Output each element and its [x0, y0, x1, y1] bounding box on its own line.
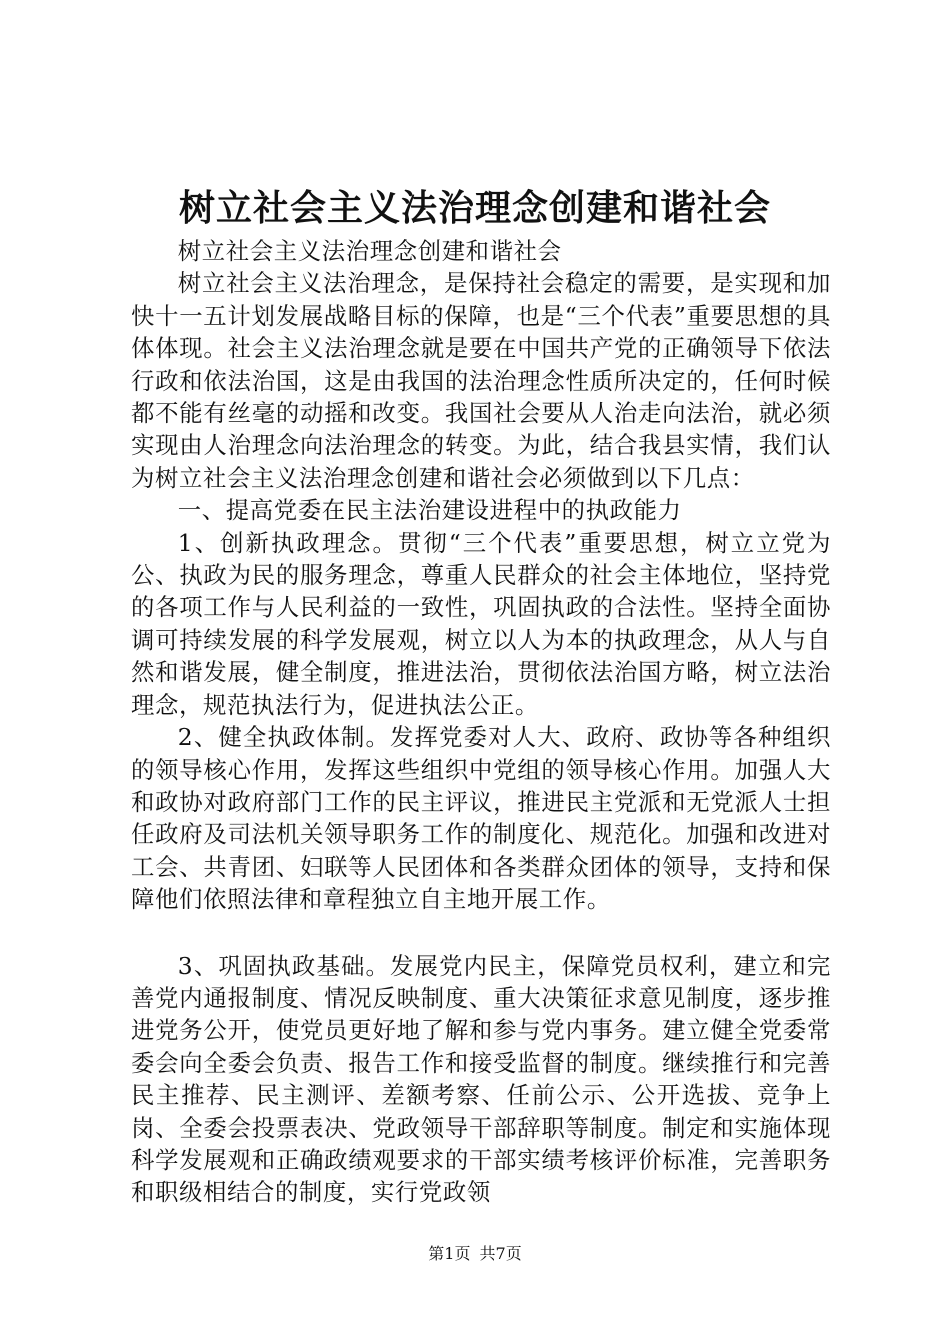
- document-title: 树立社会主义法治理念创建和谐社会: [178, 187, 771, 229]
- body-paragraph: 3、巩固执政基础。发展党内民主，保障党员权利，建立和完善党内通报制度、情况反映制度、重大决策征求意见制度，逐步推进党务公开，使党员更好地了解和参与党内事务。建立健全党委常委会向全委会负责、报告工作和接受监督的制度。继续推行和完善民主推荐、民主测评、差额考察、任前公示、公开选拔、竞争上岗、全委会投票表决、党政领导干部辞职等制度。制定和实施体现科学发展观和正确政绩观要求的干部实绩考核评价标准，完善职务和职级相结合的制度，实行党政领: [131, 951, 831, 1207]
- body-paragraph: 2、健全执政体制。发挥党委对人大、政府、政协等各种组织的领导核心作用，发挥这些组织中党组的领导核心作用。加强人大和政协对政府部门工作的民主评议，推进民主党派和无党派人士担任政府及司法机关领导职务工作的制度化、规范化。加强和改进对工会、共青团、妇联等人民团体和各类群众团体的领导，支持和保障他们依照法律和章程独立自主地开展工作。: [131, 723, 831, 914]
- page-number-footer: 第1页 共7页: [428, 1244, 522, 1263]
- body-paragraph: 1、创新执政理念。贯彻“三个代表”重要思想，树立立党为公、执政为民的服务理念，尊重人民群众的社会主体地位，坚持党的各项工作与人民利益的一致性，巩固执政的合法性。坚持全面协调可持续发展的科学发展观，树立以人为本的执政理念，从人与自然和谐发展，健全制度，推进法治，贯彻依法治国方略，树立法治理念，规范执法行为，促进执法公正。: [131, 528, 831, 719]
- section-heading: 一、提高党委在民主法治建设进程中的执政能力: [177, 496, 682, 525]
- intro-paragraph: 树立社会主义法治理念，是保持社会稳定的需要，是实现和加快十一五计划发展战略目标的保障，也是“三个代表”重要思想的具体体现。社会主义法治理念就是要在中国共产党的正确领导下依法行政和依法治国，这是由我国的法治理念性质所决定的，任何时候都不能有丝毫的动摇和改变。我国社会要从人治走向法治，就必须实现由人治理念向法治理念的转变。为此，结合我县实情，我们认为树立社会主义法治理念创建和谐社会必须做到以下几点：: [131, 269, 831, 492]
- subtitle-paragraph: 树立社会主义法治理念创建和谐社会: [177, 237, 562, 265]
- document-body: [131, 235, 831, 1209]
